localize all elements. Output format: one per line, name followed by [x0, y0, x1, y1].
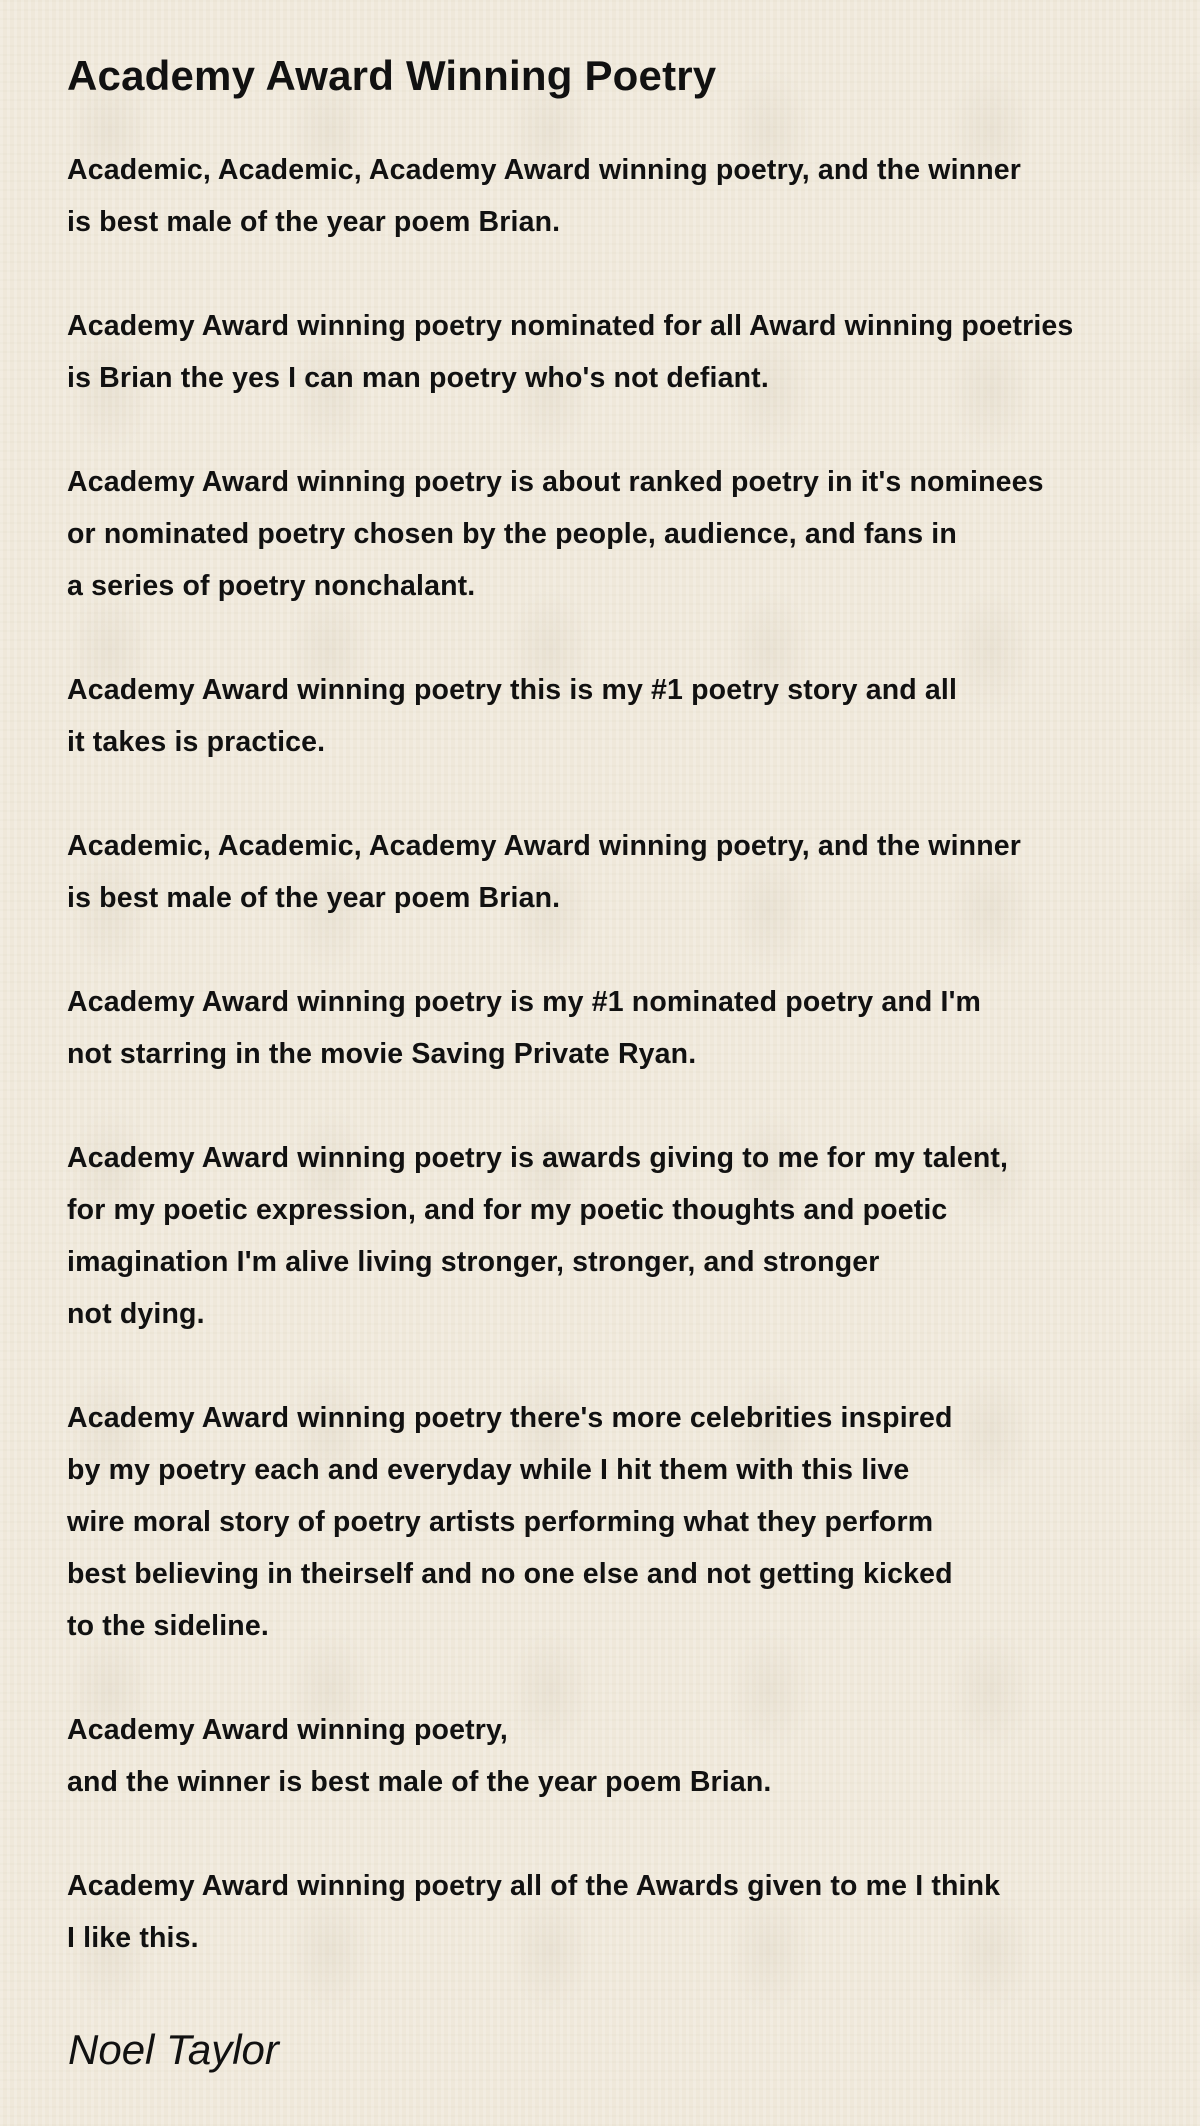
stanza — [67, 976, 1187, 1080]
poem-line: it takes is practice. — [67, 726, 326, 758]
poem-line: is best male of the year poem Brian. — [67, 206, 561, 238]
poem-line: Academy Award winning poetry is awards giving to me for my talent, — [67, 1142, 1009, 1174]
poem-body — [67, 144, 1187, 1964]
poem-line: for my poetic expression, and for my poetic thoughts and poetic — [67, 1194, 948, 1226]
stanza — [67, 300, 1187, 404]
stanza — [67, 456, 1187, 612]
poem-line: Academy Award winning poetry nominated for all Award winning poetries — [67, 310, 1074, 342]
poem-line: Academy Award winning poetry this is my #1 poetry story and all — [67, 674, 958, 706]
poem-line: by my poetry each and everyday while I hit them with this live — [67, 1454, 910, 1486]
poem-line: wire moral story of poetry artists performing what they perform — [67, 1506, 934, 1538]
poem-line: is best male of the year poem Brian. — [67, 882, 561, 914]
poem-line: Academy Award winning poetry all of the Awards given to me I think — [67, 1870, 1001, 1902]
poem-line: I like this. — [67, 1922, 199, 1954]
stanza — [67, 664, 1187, 768]
poem-line: Academy Award winning poetry is my #1 nominated poetry and I'm — [67, 986, 982, 1018]
stanza — [67, 1132, 1187, 1340]
stanza — [67, 1860, 1187, 1964]
stanza — [67, 820, 1187, 924]
poem-line: best believing in theirself and no one else and not getting kicked — [67, 1558, 953, 1590]
poem-line: a series of poetry nonchalant. — [67, 570, 476, 602]
poem-line: imagination I'm alive living stronger, stronger, and stronger — [67, 1246, 880, 1278]
stanza — [67, 144, 1187, 248]
stanza — [67, 1392, 1187, 1652]
poem-line: and the winner is best male of the year poem Brian. — [67, 1766, 772, 1798]
poem-line: or nominated poetry chosen by the people, audience, and fans in — [67, 518, 957, 550]
poem-line: Academy Award winning poetry there's more celebrities inspired — [67, 1402, 953, 1434]
stanza — [67, 1704, 1187, 1808]
poem-title: Academy Award Winning Poetry — [67, 52, 717, 99]
poem-line: Academy Award winning poetry is about ranked poetry in it's nominees — [67, 466, 1044, 498]
poem-line: Academic, Academic, Academy Award winning poetry, and the winner — [67, 154, 1022, 186]
poem-container — [67, 48, 1187, 2016]
poem-line: not starring in the movie Saving Private Ryan. — [67, 1038, 697, 1070]
poem-line: Academic, Academic, Academy Award winning poetry, and the winner — [67, 830, 1022, 862]
poem-line: not dying. — [67, 1298, 205, 1330]
poem-author: Noel Taylor — [68, 2026, 279, 2073]
poem-line: to the sideline. — [67, 1610, 269, 1642]
poem-line: is Brian the yes I can man poetry who's not defiant. — [67, 362, 769, 394]
poem-line: Academy Award winning poetry, — [67, 1714, 508, 1746]
